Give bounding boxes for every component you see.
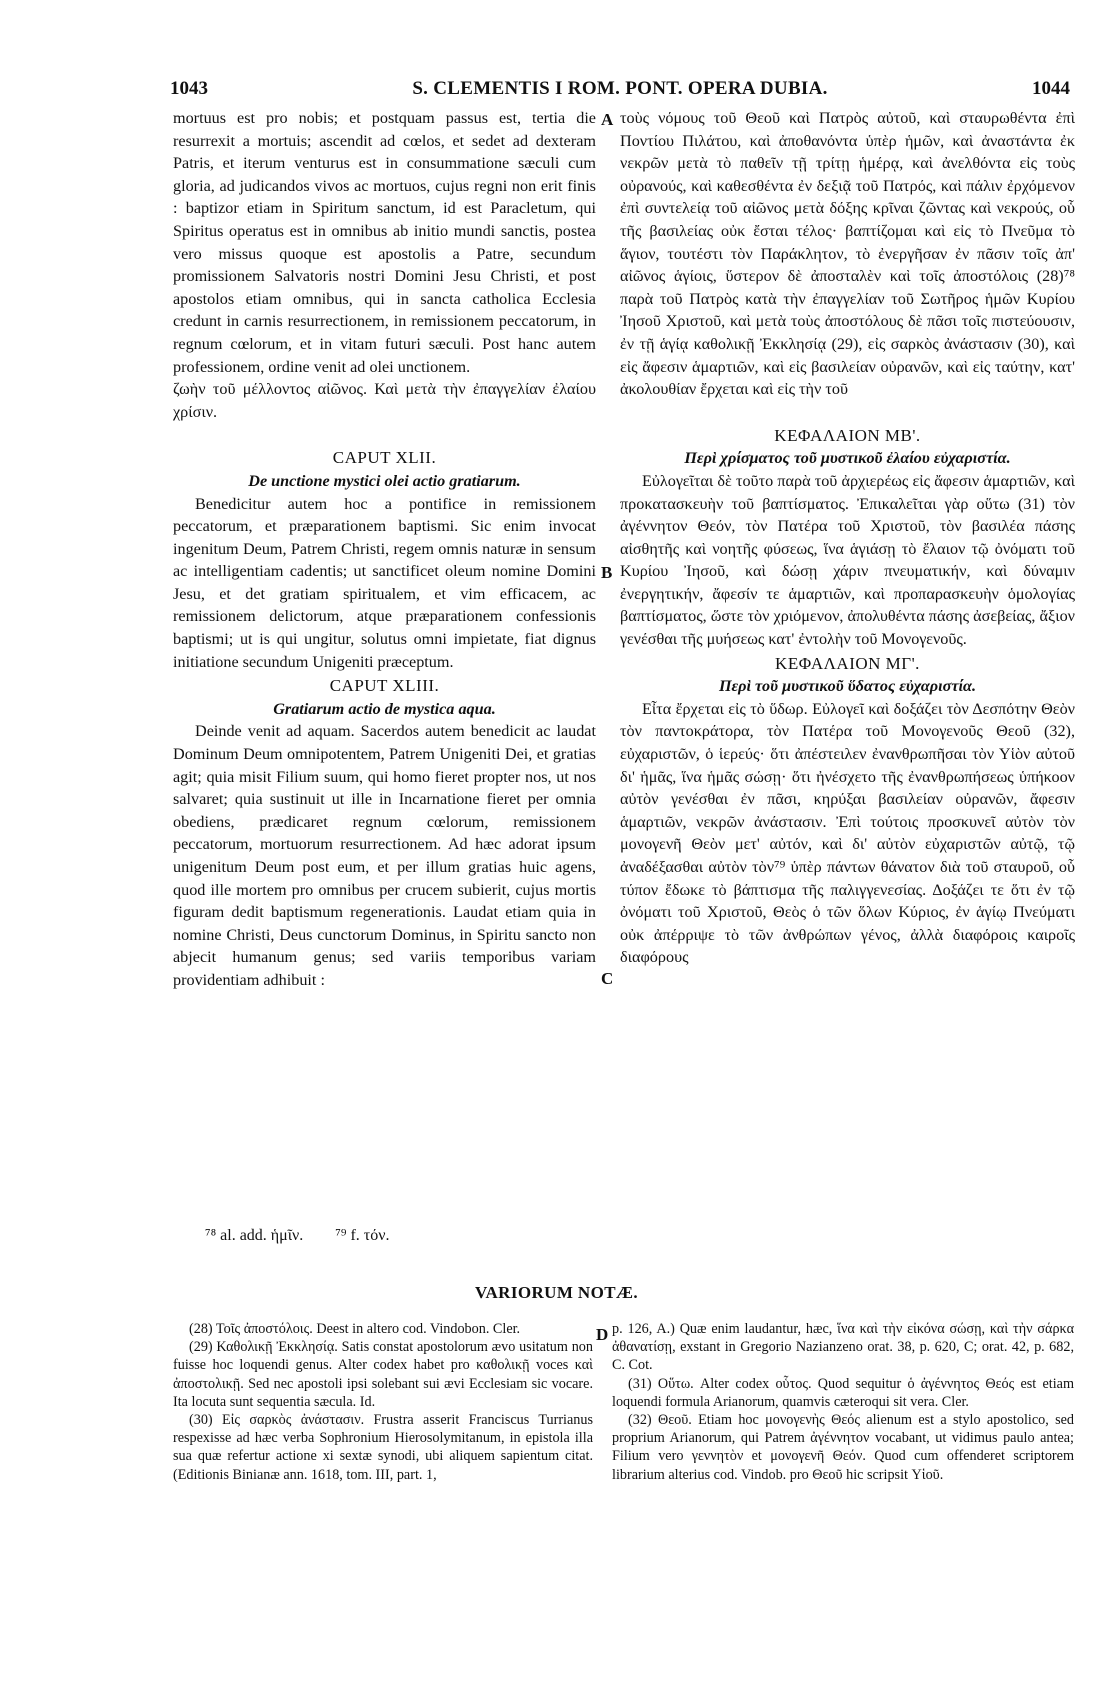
margin-marker-b: B	[601, 563, 613, 582]
note-29: (29) Καθολικῇ Ἐκκλησίᾳ. Satis constat apostolorum ævo usitatum non fuisse hoc loquendi genus. Alter codex habet pro καθολικῇ voces καὶ ἀποστολικῇ. Sed nec apostoli ipsi solebant sui ævi Ecclesiam sic vocare. Ita locuta sunt sequentia sæcula. Id.	[173, 1339, 593, 1410]
chapter-heading: ΚΕΦΑΛΑΙΟΝ ΜΒ'.	[774, 425, 921, 445]
chapter-subtitle: Περὶ χρίσματος τοῦ μυστικοῦ ἐλαίου εὐχαριστία.	[684, 449, 1011, 468]
note-28: (28) Τοῖς ἀποστόλοις. Deest in altero cod. Vindobon. Cler.	[189, 1321, 521, 1337]
running-header	[170, 78, 1070, 106]
chapter-heading: CAPUT XLIII.	[329, 676, 440, 696]
latin-paragraph: mortuus est pro nobis; et postquam passus est, tertia die resurrexit a mortuis; ascendit ad cœlos, et sedet ad dexteram Patris, et iterum venturus est in consummatione sæculi cum gloria, ad judicandos vivos ac mortuos, cujus regni non erit finis : baptizor etiam in Spiritum sanctum, id est Paracletum, qui Spiritus operatus est in omnibus ab initio mundi sanctis, postea vero missus quoque est apostolis a Patre, secundum promissionem Salvatoris nostri Domini Jesu Christi, et post apostolos etiam omnibus, qui in sancta catholica Ecclesia credunt in carnis resurrectionem, in remissionem peccatorum, in regnum cœlorum, et in vitam futuri sæculi. Post hanc autem professionem, ordine venit ad olei unctionem.	[173, 109, 596, 376]
note-30: (30) Εἰς σαρκὸς ἀνάστασιν. Frustra asserit Franciscus Turrianus respexisse ad hæc verba Sophronium Hierosolymitanum, in epistola illa sua quæ refertur actione xi sextæ synodi, ubi aliquem sapientum citat. (Editionis Binianæ ann. 1618, tom. III, part. 1,	[173, 1412, 593, 1483]
greek-paragraph: Εἶτα ἔρχεται εἰς τὸ ὕδωρ. Εὐλογεῖ καὶ δοξάζει τὸν Δεσπότην Θεὸν τὸν παντοκράτορα, τὸν Πατέρα τοῦ Μονογενοῦς Θεοῦ (32), εὐχαριστῶν, ὁ ἱερεύς· ὅτι ἀπέστειλεν ἐνανθρωπῆσαι τὸν Υἱὸν αὐτοῦ δι' ἡμᾶς, ἵνα ἡμᾶς σώσῃ· ὅτι ἠνέσχετο τῆς ἐνανθρωπήσεως ὑπήκοον αὐτὸν γενέσθαι ἐν πᾶσι, κηρύξαι βασιλείαν οὐρανῶν, ἄφεσιν ἁμαρτιῶν, νεκρῶν ἀνάστασιν. Ἐπὶ τούτοις προσκυνεῖ αὐτὸν τὸν μονογενῆ Θεὸν μετ' αὐτόν, καὶ δι' αὐτὸν εὐχαριστῶν αὐτῷ, τῷ ἀναδέξασθαι αὐτὸν τὸν⁷⁹ ὑπὲρ πάντων θάνατον διὰ τοῦ σταυροῦ, οὗ τύπον ἔδωκε τὸ βάπτισμα τῆς παλιγγενεσίας. Δοξάζει τε ὅτι ἐν τῷ ὀνόματι τοῦ Χριστοῦ, Θεὸς ὁ τῶν ὅλων Κύριος, ἐν ἁγίῳ Πνεύματι οὐκ ἀπέρριψε τὸ τῶν ἀνθρώπων γένος, ἀλλὰ διαφόροις καιροῖς διαφόρους	[620, 699, 1075, 967]
footnote-79: ⁷⁹ f. τόν.	[335, 1227, 390, 1244]
chapter-heading: CAPUT XLII.	[332, 448, 437, 468]
footnotes	[205, 1227, 417, 1245]
chapter-subtitle: Περὶ τοῦ μυστικοῦ ὕδατος εὐχαριστία.	[718, 677, 977, 696]
page-number-right: 1044	[1032, 78, 1070, 99]
greek-paragraph: Εὐλογεῖται δὲ τοῦτο παρὰ τοῦ ἀρχιερέως εἰς ἄφεσιν ἁμαρτιῶν, καὶ προκατασκευὴν τοῦ βαπτίσματος. Ἐπικαλεῖται γὰρ οὕτω (31) τὸν ἀγέννητον Θεόν, τὸν Πατέρα τοῦ Χριστοῦ, τὸν βασιλέα πάσης αἰσθητῆς καὶ νοητῆς φύσεως, ἵνα ἁγιάσῃ τὸ ἔλαιον τῷ ὀνόματι τοῦ Κυρίου Ἰησοῦ, καὶ δώσῃ χάριν πνευματικήν, καὶ δύναμιν ἐνεργητικήν, ἄφεσίν τε ἁμαρτιῶν, καὶ προπαρασκευὴν ὁμολογίας βαπτίσματος, ὥστε τὸν χριόμενον, ἀπολυθέντα πάσης ἀσεβείας, ἄξιον γενέσθαι τῆς μυήσεως κατ' ἐντολὴν τοῦ Μονογενοῦς.	[620, 471, 1075, 649]
margin-marker-d: D	[596, 1325, 609, 1344]
note-30-continuation: p. 126, A.) Quæ enim laudantur, hæc, ἵνα καὶ τὴν εἰκόνα σώσῃ, καὶ τὴν σάρκα ἀθανατίσῃ, exstant in Gregorio Nazianzeno orat. 38, p. 620, C; orat. 42, p. 682, C. Cot.	[612, 1321, 1074, 1374]
running-title: S. CLEMENTIS I ROM. PONT. OPERA DUBIA.	[412, 78, 828, 99]
latin-paragraph: Benedicitur autem hoc a pontifice in remissionem peccatorum, et præparationem baptismi. Sic enim invocat ingenitum Deum, Patrem Christi, regem omnis naturæ in sensum ac intelligentiam cadentis; ut sanctificet oleum nomine Domini Jesu, et det gratiam spiritualem, et vim efficacem, ac remissionem delictorum, atque præparationem confessionis baptismi; ut is qui ungitur, solutus omni impietate, fiat dignus initiatione secundum Unigeniti præceptum.	[173, 494, 596, 671]
page-number-left: 1043	[170, 78, 208, 99]
note-32: (32) Θεοῦ. Etiam hoc μονογενὴς Θεός alienum est a stylo apostolico, sed proprium Arianorum, qui Patrem ἀγέννητον vocabant, ut vidimus paulo antea; Filium vero γεννητὸν et μονογενῆ Θεόν. Quod cum offenderet scriptorem librarium alterius cod. Vindob. pro Θεοῦ hic scripsit Υἱοῦ.	[612, 1412, 1074, 1483]
greek-continuation: ζωὴν τοῦ μέλλοντος αἰῶνος. Καὶ μετὰ τὴν ἐπαγγελίαν ἐλαίου χρίσιν.	[173, 380, 596, 421]
margin-marker-c: C	[601, 969, 614, 988]
notes-heading: VARIORUM NOTÆ.	[474, 1283, 639, 1302]
chapter-subtitle: De unctione mystici olei actio gratiarum.	[248, 471, 521, 490]
latin-column	[173, 107, 596, 992]
latin-paragraph: Deinde venit ad aquam. Sacerdos autem benedicit ac laudat Dominum Deum omnipotentem, Patrem Unigeniti Dei, et gratias agit; quia misit Filium suum, qui homo fieret propter nos, ut nos salvaret; quia sustinuit ut ille in Incarnatione fieret per omnia obediens, prædicaret regnum cœlorum, remissionem peccatorum, mortuorum resurrectionem. Ad hæc adorat ipsum unigenitum Deum post eum, et per illum gratias huic agens, quod ille mortem pro omnibus per crucem subierit, cujus mortis figuram dedit baptismum regenerationis. Laudat etiam quia in nomine Christi, Deus cunctorum Dominus, in Spiritu sancto non abjecit humanum genus; sed variis temporibus variam providentiam adhibuit :	[173, 722, 596, 989]
greek-paragraph: τοὺς νόμους τοῦ Θεοῦ καὶ Πατρὸς αὐτοῦ, καὶ σταυρωθέντα ἐπὶ Ποντίου Πιλάτου, καὶ ἀποθανόντα ὑπὲρ ἡμῶν, καὶ ἀναστάντα ἐκ νεκρῶν μετὰ τὸ παθεῖν τῇ τρίτῃ ἡμέρᾳ, καὶ ἀνελθόντα εἰς τοὺς οὐρανούς, καὶ καθεσθέντα ἐν δεξιᾷ τοῦ Πατρός, καὶ πάλιν ἐρχόμενον ἐπὶ συντελείᾳ τοῦ αἰῶνος μετὰ δόξης κρῖναι ζῶντας καὶ νεκρούς, οὗ τῆς βασιλείας οὐκ ἔσται τέλος· βαπτίζομαι καὶ εἰς τὸ Πνεῦμα τὸ ἅγιον, τουτέστι τὸν Παράκλητον, τὸ ἐνεργῆσαν ἐν πᾶσιν τοῖς ἀπ' αἰῶνος ἁγίοις, ὕστερον δὲ ἀποσταλὲν καὶ τοῖς ἀποστόλοις (28)⁷⁸ παρὰ τοῦ Πατρὸς κατὰ τὴν ἐπαγγελίαν τοῦ Σωτῆρος ἡμῶν Κυρίου Ἰησοῦ Χριστοῦ, καὶ μετὰ τοὺς ἀποστόλους δὲ πᾶσι τοῖς πιστεύουσιν, ἐν τῇ ἁγίᾳ καθολικῇ Ἐκκλησίᾳ (29), εἰς σαρκὸς ἀνάστασιν (30), καὶ εἰς ἄφεσιν ἁμαρτιῶν, καὶ εἰς βασιλείαν οὐρανῶν, καὶ εἰς ταύτην, κατ' ἀκολουθίαν ἔρχεται καὶ εἰς τὴν τοῦ	[620, 109, 1075, 399]
chapter-subtitle: Gratiarum actio de mystica aqua.	[273, 699, 496, 718]
footnote-78: ⁷⁸ al. add. ἡμῖν.	[205, 1227, 304, 1244]
note-31: (31) Οὕτω. Alter codex οὗτος. Quod sequitur ὁ ἀγέννητος Θεός est etiam loquendi formula Arianorum, quamvis cæteroqui sit vera. Cler.	[612, 1375, 1074, 1410]
notes-left-column	[173, 1320, 593, 1484]
chapter-heading: ΚΕΦΑΛΑΙΟΝ ΜΓ'.	[775, 653, 920, 673]
greek-column	[620, 107, 1075, 969]
margin-marker-a: A	[601, 110, 614, 129]
notes-right-column	[612, 1320, 1074, 1484]
